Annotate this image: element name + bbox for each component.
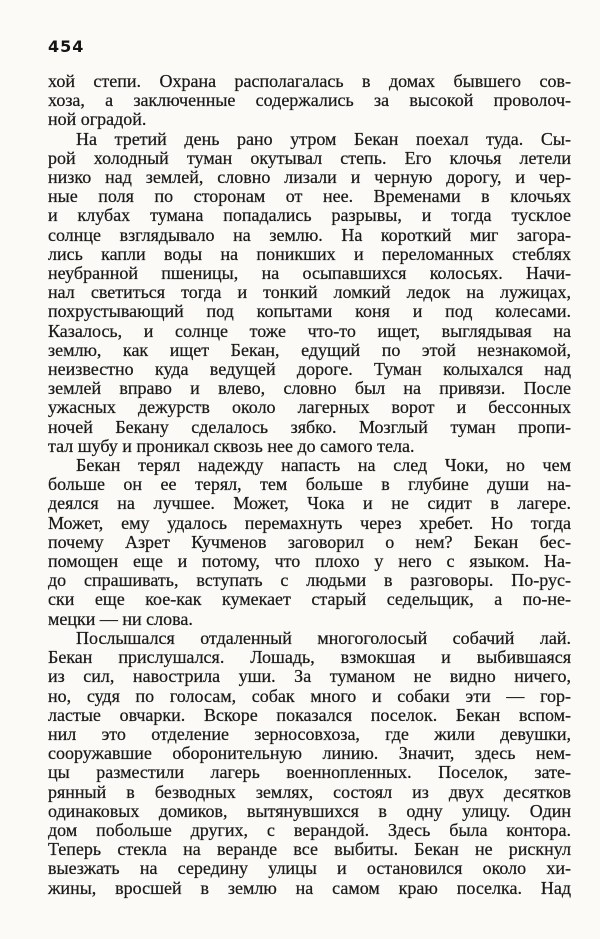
text-line: ски еще кое-как кумекает старый седельщик, а по-не- bbox=[48, 589, 571, 610]
text-line: ужасных дежурств около лагерных ворот и бессонных bbox=[48, 397, 571, 418]
text-line: дом побольше других, с верандой. Здесь была контора. bbox=[48, 819, 571, 840]
text-line: Казалось, и солнце тоже что-то ищет, выглядывая на bbox=[48, 320, 571, 341]
text-line: ной оградой. bbox=[48, 109, 147, 130]
text-line: землю, как ищет Бекан, едущий по этой незнакомой, bbox=[48, 339, 571, 360]
text-line: Бекан прислушался. Лошадь, взмокшая и выбившаяся bbox=[48, 647, 571, 668]
text-line: и клубах тумана попадались разрывы, и тогда тусклое bbox=[48, 205, 571, 226]
text-line: почему Азрет Кучменов заговорил о нем? Бекан бес- bbox=[48, 531, 571, 552]
text-line: ластые овчарки. Вскоре показался поселок. Бекан вспом- bbox=[48, 704, 571, 725]
text-line: тал шубу и проникал сквозь нее до самого тела. bbox=[48, 435, 415, 456]
text-line: но, судя по голосам, собак много и собаки эти — гор- bbox=[48, 685, 571, 706]
text-line: низко над землей, словно лизали и черную дорогу, и чер- bbox=[48, 167, 571, 188]
text-line: из сил, навострила уши. За туманом не видно ничего, bbox=[48, 666, 571, 687]
text-line: Бекан терял надежду напасть на след Чоки, но чем bbox=[76, 455, 571, 476]
text-line: нал светиться тогда и тонкий ломкий ледок на лужицах, bbox=[48, 282, 571, 303]
text-line: солнце взглядывало на землю. На короткий миг загора- bbox=[48, 224, 571, 245]
text-line: землей вправо и влево, словно был на привязи. После bbox=[48, 378, 571, 399]
text-line: выезжать на середину улицы и остановился около хи- bbox=[48, 858, 571, 879]
text-line: похрустывающий под копытами коня и под колесами. bbox=[48, 301, 571, 322]
text-line: неизвестно куда ведущей дороге. Туман колыхался над bbox=[48, 359, 571, 380]
text-line: до спрашивать, вступать с людьми в разговоры. По-рус- bbox=[48, 570, 571, 591]
text-block bbox=[48, 72, 571, 898]
text-line: рой холодный туман окутывал степь. Его клочья летели bbox=[48, 147, 571, 168]
text-line: хоза, а заключенные содержались за высокой проволоч- bbox=[48, 90, 571, 111]
text-line: ные поля по сторонам от нее. Временами в клочьях bbox=[48, 186, 571, 207]
page-number: 454 bbox=[48, 37, 85, 56]
text-line: одинаковых домиков, вытянувшихся в одну улицу. Один bbox=[48, 800, 571, 821]
text-line: Послышался отдаленный многоголосый собачий лай. bbox=[76, 627, 571, 648]
text-line: рянный в безводных землях, состоял из двух десятков bbox=[48, 781, 571, 802]
text-line: лись капли воды на поникших и переломанных стеблях bbox=[48, 243, 571, 264]
text-line: больше он ее терял, тем больше в глубине души на- bbox=[48, 474, 571, 495]
text-line: сооружавшие оборонительную линию. Значит, здесь нем- bbox=[48, 743, 571, 764]
text-line: хой степи. Охрана располагалась в домах бывшего сов- bbox=[48, 71, 571, 91]
text-line: цы разместили лагерь военнопленных. Поселок, зате- bbox=[48, 762, 571, 783]
text-line: Может, ему удалось перемахнуть через хребет. Но тогда bbox=[48, 512, 571, 533]
text-line: жины, вросшей в землю на самом краю поселка. Над bbox=[48, 877, 571, 898]
text-line: мецки — ни слова. bbox=[48, 608, 193, 629]
text-line: Теперь стекла на веранде все выбиты. Бекан не рискнул bbox=[48, 839, 571, 860]
text-line: нил это отделение зерносовхоза, где жили девушки, bbox=[48, 723, 571, 744]
text-line: неубранной пшеницы, на осыпавшихся колосьях. Начи- bbox=[48, 263, 571, 284]
text-line: ночей Бекану сделалось зябко. Мозглый туман пропи- bbox=[48, 416, 571, 437]
text-line: деялся на лучшее. Может, Чока и не сидит в лагере. bbox=[48, 493, 571, 514]
text-line: помощен еще и потому, что плохо у него с языком. На- bbox=[48, 551, 571, 572]
text-line: На третий день рано утром Бекан поехал туда. Сы- bbox=[76, 128, 571, 149]
